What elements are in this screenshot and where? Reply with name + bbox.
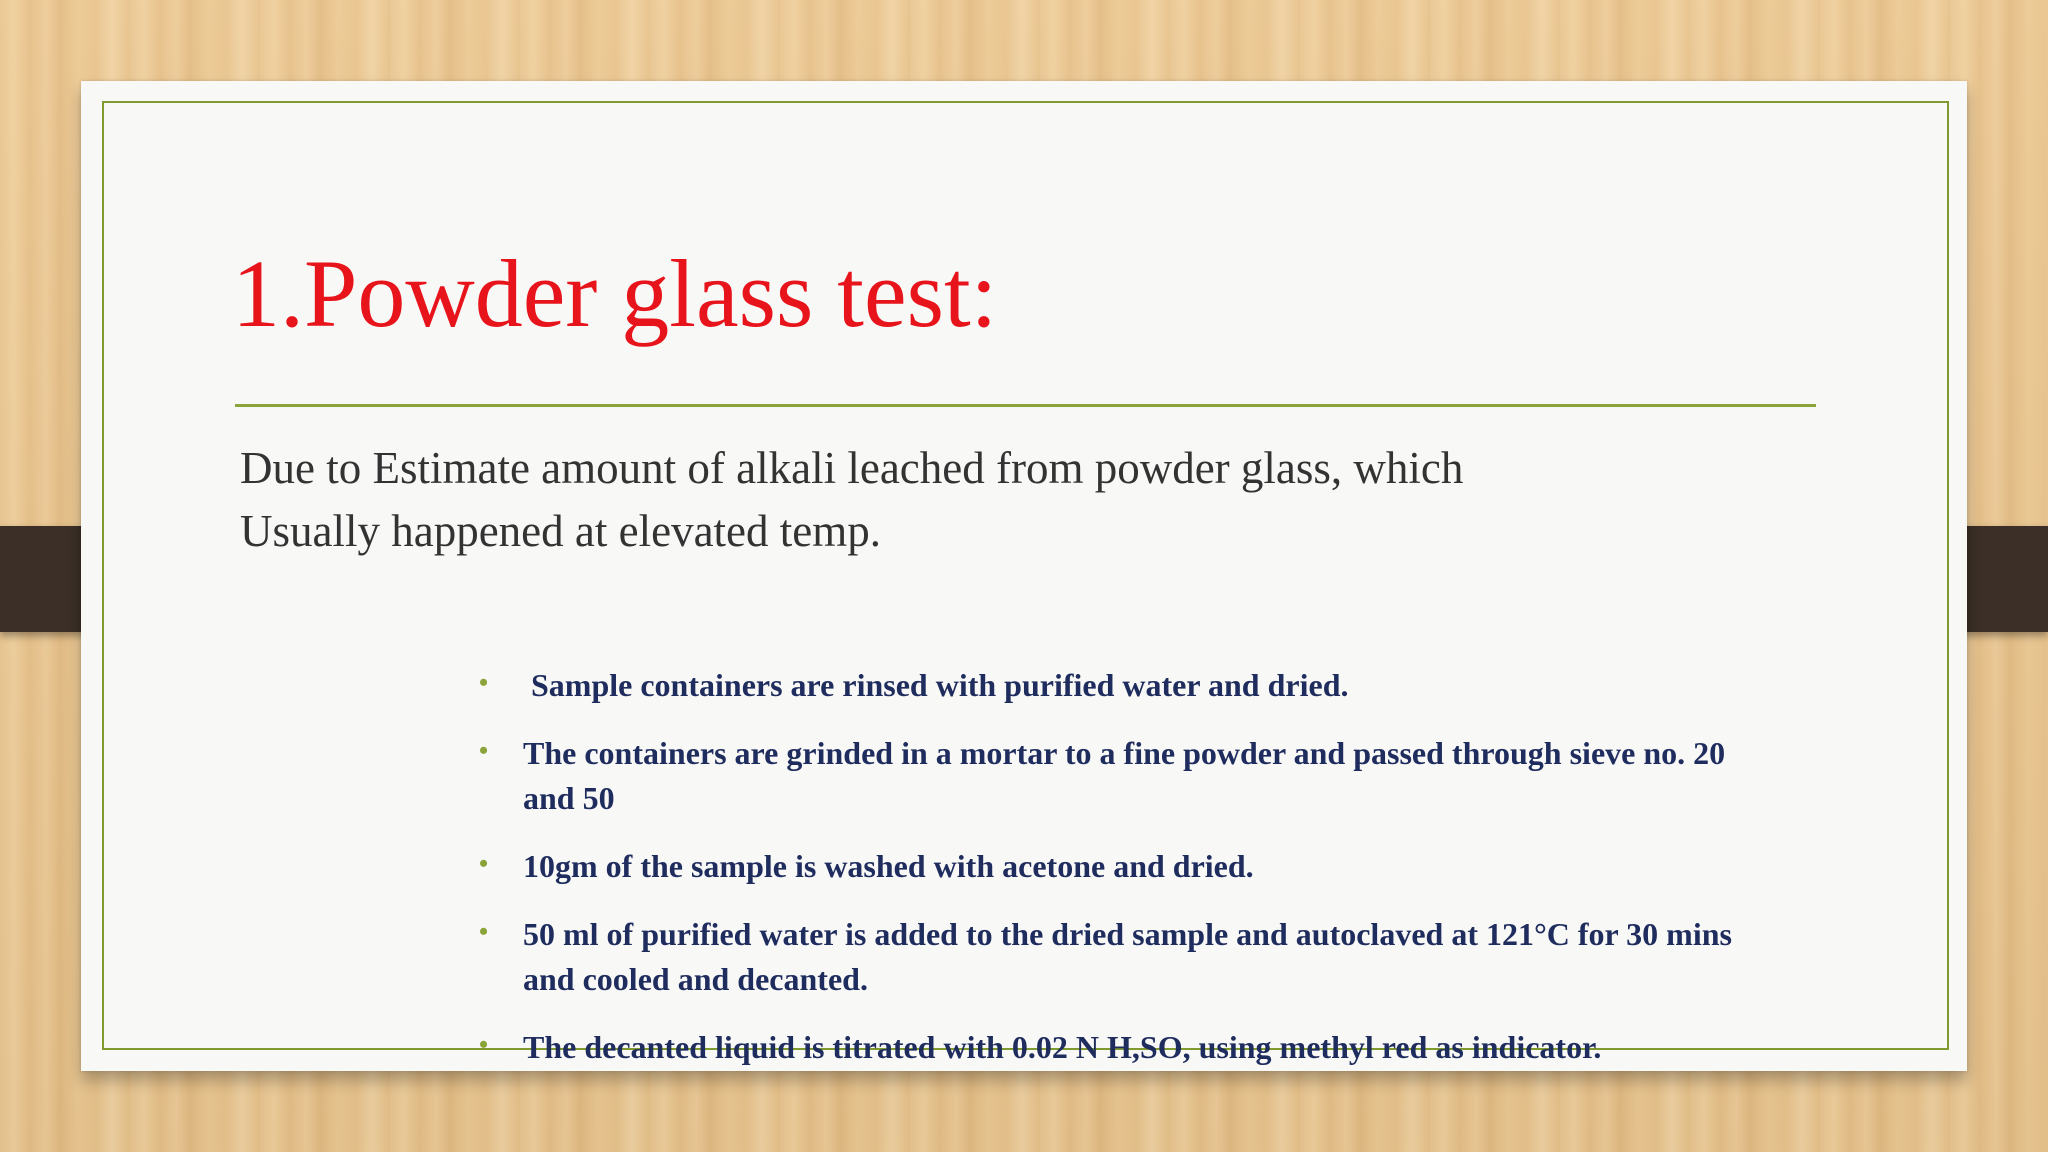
intro-line: Due to Estimate amount of alkali leached from powder glass, which <box>240 443 1464 493</box>
step-text: 50 ml of purified water is added to the dried sample and autoclaved at 121°C for 30 mins and cooled and decanted. <box>523 916 1732 997</box>
intro-line: Usually happened at elevated temp. <box>240 506 882 556</box>
intro-paragraph <box>240 437 1860 563</box>
step-text: 10gm of the sample is washed with acetone and dried. <box>523 848 1254 884</box>
step-text: The decanted liquid is titrated with 0.02 N H,SO, using methyl red as indicator. <box>523 1029 1602 1065</box>
slide-card <box>81 81 1967 1071</box>
step-text: The containers are grinded in a mortar to a fine powder and passed through sieve no. 20 and 50 <box>523 735 1726 816</box>
bullet-icon: • <box>479 849 489 878</box>
list-item <box>443 912 1843 1002</box>
bullet-icon: • <box>479 668 489 697</box>
procedure-list <box>443 663 1843 1093</box>
bullet-icon: • <box>479 1030 489 1059</box>
bullet-icon: • <box>479 917 489 946</box>
list-item <box>443 844 1843 889</box>
title-divider <box>235 404 1816 407</box>
step-text: Sample containers are rinsed with purified water and dried. <box>523 667 1349 703</box>
bullet-icon: • <box>479 736 489 765</box>
slide-title: 1.Powder glass test: <box>232 240 998 347</box>
list-item <box>443 1025 1843 1070</box>
list-item <box>443 663 1843 708</box>
list-item <box>443 731 1843 821</box>
